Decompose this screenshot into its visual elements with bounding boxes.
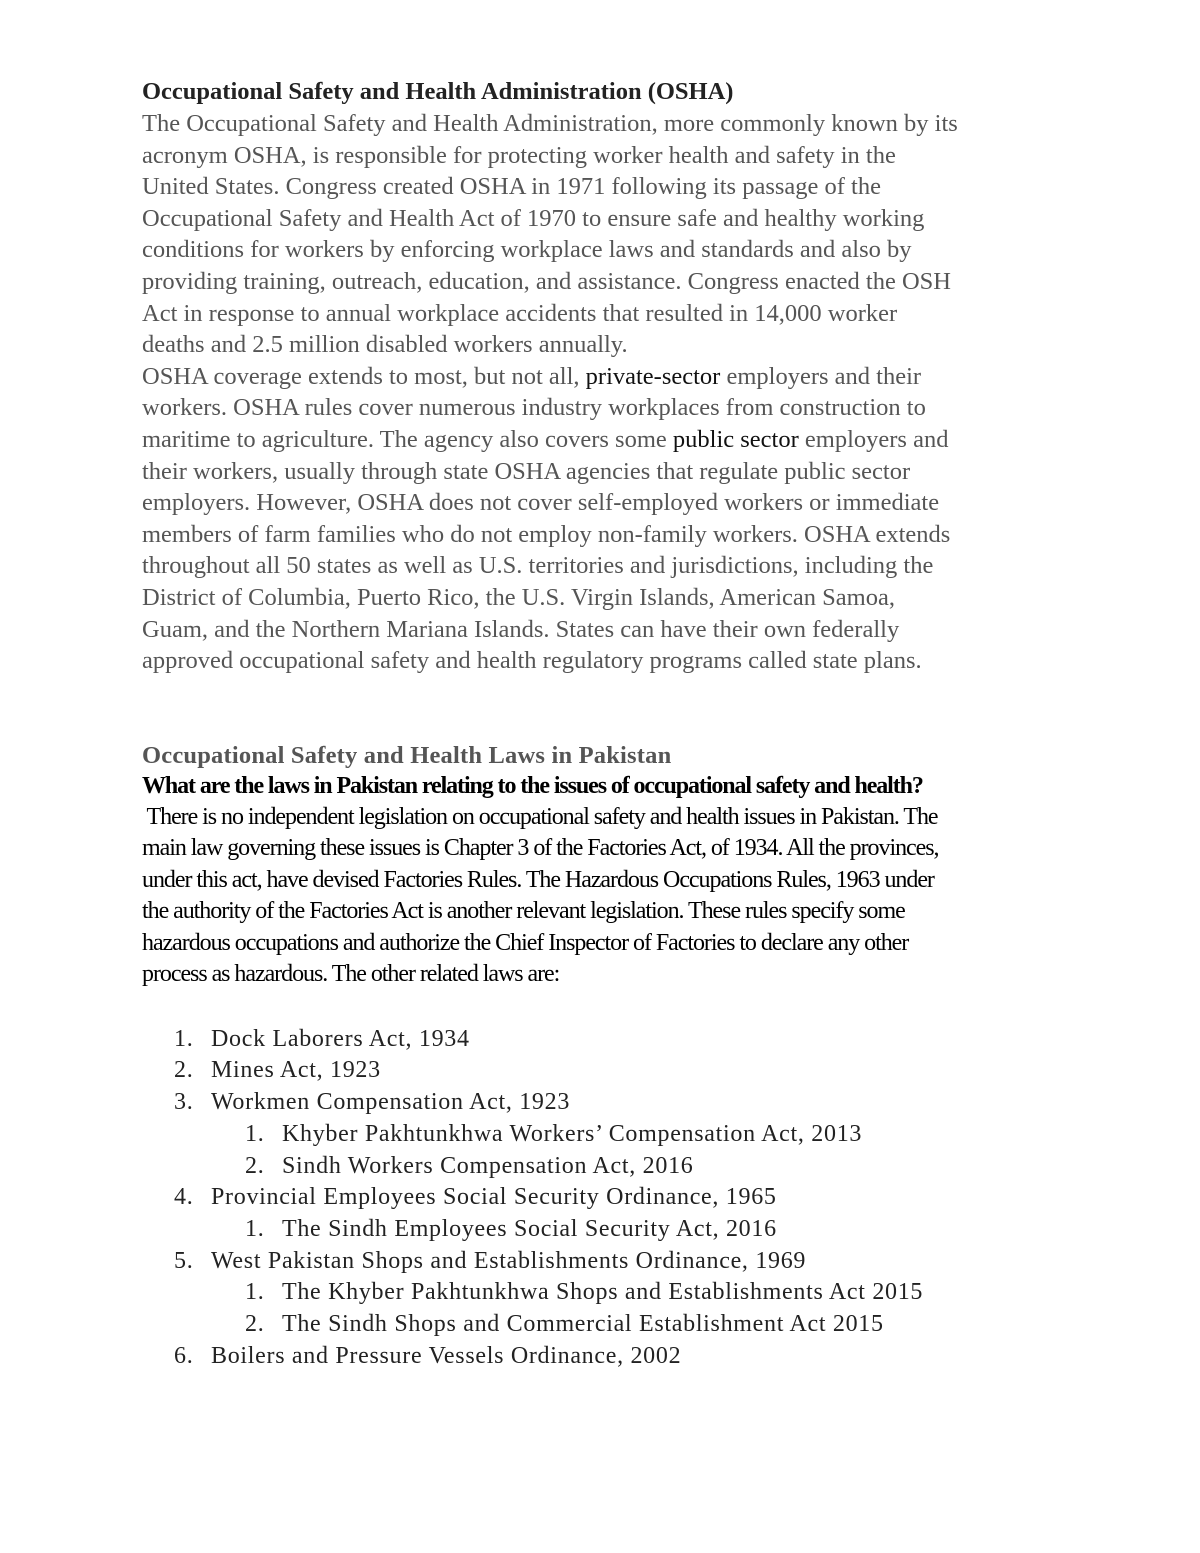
coverage-line: members of farm families who do not employ non-family workers. OSHA extends — [142, 520, 951, 548]
list-number: 1. — [174, 1025, 194, 1052]
list-number: 6. — [174, 1342, 194, 1369]
list-item-text: The Khyber Pakhtunkhwa Shops and Establishments Act 2015 — [282, 1279, 924, 1306]
public-sector-link[interactable]: public sector — [672, 425, 799, 453]
list-number: 2. — [245, 1152, 265, 1179]
related-laws-list — [142, 1024, 1072, 1373]
sub-list-item — [142, 1151, 1072, 1183]
list-item-text: Dock Laborers Act, 1934 — [211, 1025, 470, 1052]
list-item-text: Boilers and Pressure Vessels Ordinance, 2002 — [211, 1342, 682, 1369]
list-item — [142, 1055, 1072, 1087]
list-item-text: The Sindh Employees Social Security Act, 2016 — [282, 1215, 777, 1242]
pakistan-heading: Occupational Safety and Health Laws in Pakistan — [142, 741, 672, 769]
coverage-text: employers and their — [720, 362, 922, 390]
answer-line: the authority of the Factories Act is another relevant legislation. These rules specify some — [142, 898, 905, 925]
section-spacer — [142, 677, 1072, 740]
list-item-text: Khyber Pakhtunkhwa Workers’ Compensation Act, 2013 — [282, 1120, 863, 1147]
document-page — [142, 76, 1072, 1372]
osha-heading: Occupational Safety and Health Administration (OSHA) — [142, 78, 734, 105]
list-number: 1. — [245, 1120, 265, 1147]
osha-line: Act in response to annual workplace accidents that resulted in 14,000 worker — [142, 299, 898, 327]
sub-list-item — [142, 1277, 1072, 1309]
osha-line: deaths and 2.5 million disabled workers annually. — [142, 331, 628, 359]
list-item — [142, 1246, 1072, 1278]
sub-list-item — [142, 1214, 1072, 1246]
osha-line: United States. Congress created OSHA in 1971 following its passage of the — [142, 173, 881, 201]
osha-coverage-paragraph — [142, 361, 1072, 677]
list-item-text: Sindh Workers Compensation Act, 2016 — [282, 1152, 694, 1179]
list-item-text: West Pakistan Shops and Establishments Ordinance, 1969 — [211, 1247, 807, 1274]
coverage-text: employers and — [798, 425, 949, 453]
list-item-text: The Sindh Shops and Commercial Establishment Act 2015 — [282, 1311, 884, 1338]
coverage-line: their workers, usually through state OSHA agencies that regulate public sector — [142, 457, 911, 485]
list-item — [142, 1024, 1072, 1056]
list-item — [142, 1087, 1072, 1119]
private-sector-link[interactable]: private-sector — [585, 362, 721, 390]
answer-line: process as hazardous. The other related laws are: — [142, 961, 560, 988]
list-number: 2. — [245, 1311, 265, 1338]
coverage-line: employers. However, OSHA does not cover self-employed workers or immediate — [142, 489, 940, 517]
list-number: 1. — [245, 1215, 265, 1242]
osha-intro-paragraph — [142, 108, 1072, 361]
osha-line: conditions for workers by enforcing workplace laws and standards and also by — [142, 236, 912, 264]
list-item — [142, 1341, 1072, 1373]
osha-line: Occupational Safety and Health Act of 1970 to ensure safe and healthy working — [142, 204, 925, 232]
osha-line: The Occupational Safety and Health Administration, more commonly known by its — [142, 110, 958, 137]
answer-line: under this act, have devised Factories Rules. The Hazardous Occupations Rules, 1963 under — [142, 866, 934, 893]
list-number: 1. — [245, 1279, 265, 1306]
coverage-line: throughout all 50 states as well as U.S. territories and jurisdictions, including the — [142, 552, 934, 580]
list-item-text: Workmen Compensation Act, 1923 — [211, 1089, 571, 1116]
sub-list-item — [142, 1119, 1072, 1151]
list-item — [142, 1182, 1072, 1214]
coverage-text: maritime to agriculture. The agency also covers some — [142, 425, 673, 453]
answer-line: hazardous occupations and authorize the Chief Inspector of Factories to declare any other — [142, 929, 909, 956]
coverage-line — [142, 361, 1072, 393]
list-item-text: Mines Act, 1923 — [211, 1057, 381, 1084]
sub-list-item — [142, 1309, 1072, 1341]
answer-line: main law governing these issues is Chapter 3 of the Factories Act, of 1934. All the provinces, — [142, 835, 939, 862]
list-number: 4. — [174, 1184, 194, 1211]
coverage-line: approved occupational safety and health regulatory programs called state plans. — [142, 647, 922, 675]
osha-line: acronym OSHA, is responsible for protecting worker health and safety in the — [142, 141, 896, 169]
coverage-line — [142, 424, 1072, 456]
list-item-text: Provincial Employees Social Security Ordinance, 1965 — [211, 1184, 777, 1211]
pakistan-question: What are the laws in Pakistan relating to the issues of occupational safety and health? — [142, 772, 923, 799]
list-number: 2. — [174, 1057, 194, 1084]
list-number: 5. — [174, 1247, 194, 1274]
osha-line: providing training, outreach, education, and assistance. Congress enacted the OSH — [142, 267, 951, 295]
coverage-line: District of Columbia, Puerto Rico, the U.S. Virgin Islands, American Samoa, — [142, 583, 895, 611]
list-number: 3. — [174, 1089, 194, 1116]
coverage-line: workers. OSHA rules cover numerous industry workplaces from construction to — [142, 394, 926, 422]
pakistan-answer-paragraph — [142, 802, 1042, 991]
coverage-text: OSHA coverage extends to most, but not all, — [142, 362, 586, 390]
answer-line: There is no independent legislation on occupational safety and health issues in Pakistan. The — [142, 803, 938, 830]
coverage-line: Guam, and the Northern Mariana Islands. States can have their own federally — [142, 615, 900, 643]
